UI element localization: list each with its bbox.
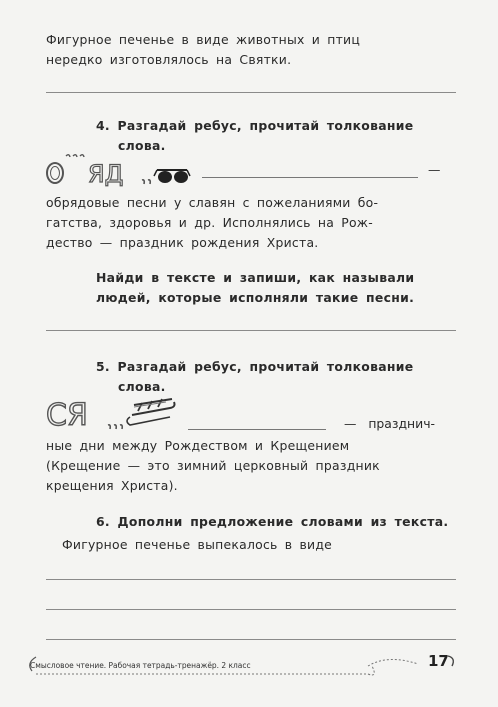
task4-title-line-1: 4. Разгадай ребус, прочитай толкование	[96, 118, 414, 133]
task5-title-line-2: слова.	[118, 379, 166, 394]
answer-blank-svyatki[interactable]	[188, 429, 326, 430]
rebus-letters: СЯ	[46, 398, 88, 433]
answer-blank-obryad[interactable]	[202, 177, 418, 178]
task6-text: Фигурное печенье выпекалось в виде	[62, 537, 333, 552]
rebus-obryad-picture	[44, 150, 194, 188]
intro-line-1: Фигурное печенье в виде животных и птиц	[46, 32, 361, 47]
rebus-svyatki-picture	[44, 393, 184, 435]
task5-text-line-1: ные дни между Рождеством и Крещением	[46, 438, 350, 453]
rebus-letters: ЯД	[88, 160, 124, 188]
sunglasses-icon	[154, 170, 190, 183]
intro-line-2: нередко изготовлялось на Святки.	[46, 52, 292, 67]
task4-text-line-1: обрядовые песни у славян с пожеланиями бо-	[46, 195, 379, 210]
task4-prompt-line-1: Найди в тексте и запиши, как называли	[96, 270, 415, 285]
answer-line[interactable]	[46, 92, 456, 93]
footer-caption: Смысловое чтение. Рабочая тетрадь-тренажёр. 2 класс	[30, 660, 251, 670]
task5-text-line-2: (Крещение — это зимний церковный праздник	[46, 458, 380, 473]
answer-line[interactable]	[46, 609, 456, 610]
sled-icon	[127, 399, 175, 425]
task5-title-line-1: 5. Разгадай ребус, прочитай толкование	[96, 359, 414, 374]
task4-text-line-3: дество — праздник рождения Христа.	[46, 235, 319, 250]
page-number: 17	[428, 652, 449, 670]
task5-tail: — празднич-	[344, 416, 435, 431]
task6-title: 6. Дополни предложение словами из текста.	[96, 514, 449, 529]
task4-dash: —	[428, 162, 441, 177]
task5-text-line-3: крещения Христа).	[46, 478, 178, 493]
task4-text-line-2: гатства, здоровья и др. Исполнялись на Рож-	[46, 215, 373, 230]
answer-line[interactable]	[46, 639, 456, 640]
answer-line[interactable]	[46, 330, 456, 331]
task4-title-line-2: слова.	[118, 138, 166, 153]
answer-line[interactable]	[46, 579, 456, 580]
task4-prompt-line-2: людей, которые исполняли такие песни.	[96, 290, 415, 305]
